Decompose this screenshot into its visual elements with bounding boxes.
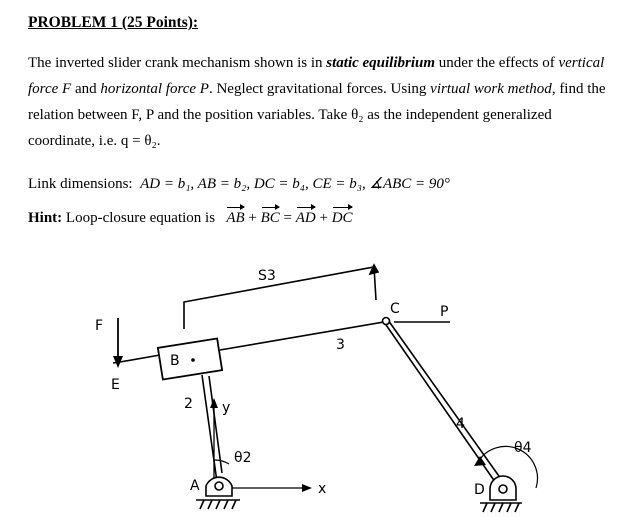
statement-text-9: , find the relation between F, P and the position variables. Take θ₂ as the independent generalized coordinate, i.e. q = θ₂. — [28, 81, 606, 149]
point-b-label: B — [170, 353, 180, 369]
dimensions-values: AD = b₁, AB = b₂, DC = b₄, CE = b₃, ∡ABC = 90° — [140, 176, 450, 192]
statement-emphasis-vertical-force: vertical force F — [28, 55, 605, 97]
hint-equals: = — [279, 210, 296, 226]
point-d-label: D — [474, 482, 485, 498]
vector-ab: AB — [226, 205, 244, 231]
vector-bc: BC — [261, 205, 280, 231]
statement-emphasis-virtual-work: virtual work method — [430, 81, 552, 97]
theta4-label: θ4 — [514, 440, 532, 456]
force-f-label: F — [95, 318, 104, 334]
theta2-label: θ2 — [234, 450, 252, 466]
force-p-label: P — [440, 304, 449, 320]
y-axis-arrowhead — [210, 398, 218, 408]
dimensions-label: Link dimensions: — [28, 176, 133, 192]
link-2 — [202, 375, 222, 482]
hint-label: Hint: — [28, 210, 63, 226]
statement-text-7: . Neglect gravitational forces. Using — [208, 81, 431, 97]
x-axis-label: x — [318, 481, 327, 497]
hint-plus-1: + — [244, 210, 261, 226]
slider-block-b — [158, 339, 222, 380]
problem-title: PROBLEM 1 (25 Points): — [28, 14, 199, 31]
hint-text: Loop-closure equation is — [62, 210, 219, 226]
statement-emphasis-horizontal-force: horizontal force P — [100, 81, 209, 97]
ground-pivot-a — [196, 477, 240, 509]
s3-dimension — [184, 265, 378, 329]
s3-label: S3 — [258, 268, 276, 284]
statement-text-3: under the effects of — [435, 55, 559, 71]
link-4 — [384, 320, 506, 489]
joint-c — [383, 318, 390, 325]
force-f-arrow — [113, 318, 123, 368]
statement-text-5: and — [71, 81, 101, 97]
point-e-label: E — [111, 377, 120, 393]
x-axis-arrowhead — [302, 484, 312, 492]
point-c-label: C — [390, 301, 400, 317]
statement-emphasis-equilibrium: static equilibrium — [326, 55, 436, 71]
link-3-label: 3 — [336, 337, 345, 353]
hint-plus-2: + — [315, 210, 332, 226]
vector-ad: AD — [296, 205, 316, 231]
y-axis-label: y — [222, 400, 231, 416]
vector-dc: DC — [332, 205, 353, 231]
point-b-dot — [191, 358, 195, 362]
ground-pivot-d — [480, 476, 522, 512]
statement-text-1: The inverted slider crank mechanism shown is in — [28, 55, 327, 71]
link-4-label: 4 — [456, 416, 465, 432]
point-a-label: A — [190, 478, 200, 494]
link-2-label: 2 — [184, 396, 193, 412]
